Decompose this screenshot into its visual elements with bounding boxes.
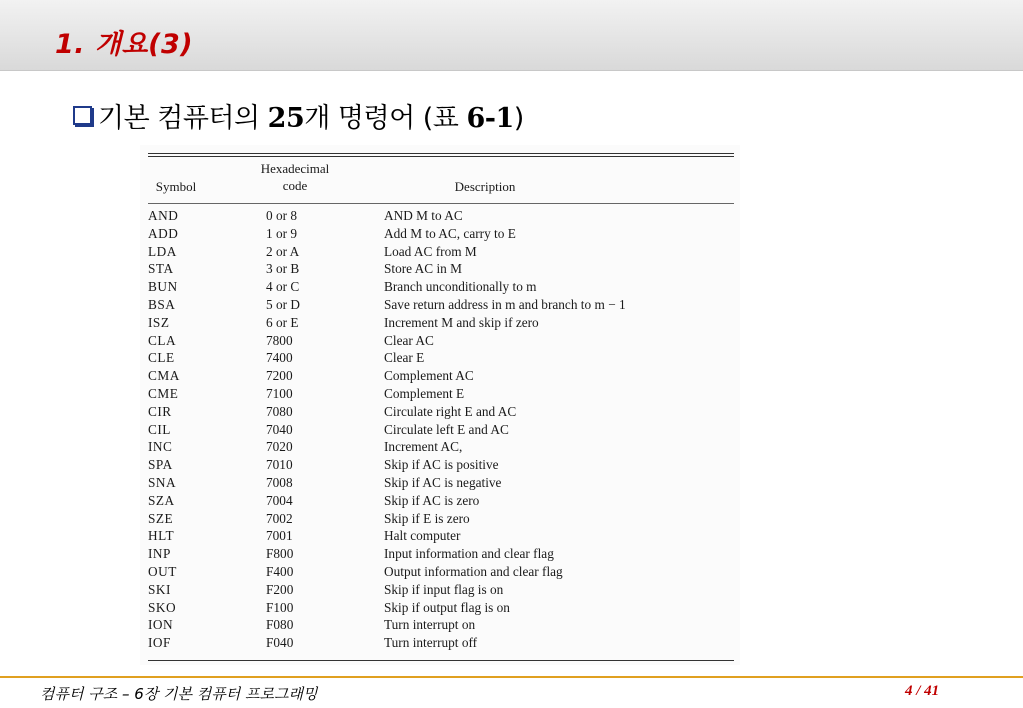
instruction-code: F800 <box>266 546 294 562</box>
instruction-code: 7040 <box>266 421 293 437</box>
header-hex-line1: Hexadecimal <box>260 161 330 176</box>
table-row <box>148 296 734 314</box>
instruction-description: Add M to AC, carry to E <box>384 225 516 241</box>
instruction-description: Input information and clear flag <box>384 546 554 562</box>
instruction-symbol: CME <box>148 385 179 401</box>
instruction-description: Circulate right E and AC <box>384 403 517 419</box>
table-row <box>148 438 734 456</box>
instruction-symbol: CMA <box>148 368 180 384</box>
instruction-symbol: INP <box>148 546 171 562</box>
table-row <box>148 225 734 243</box>
instruction-description: Branch unconditionally to m <box>384 279 537 295</box>
instruction-description: Clear AC <box>384 332 434 348</box>
instruction-code: 7001 <box>266 528 293 544</box>
bullet-line <box>73 96 524 135</box>
instruction-code: 5 or D <box>266 296 300 312</box>
instruction-symbol: OUT <box>148 563 177 579</box>
instruction-symbol: SKO <box>148 599 177 615</box>
table-row <box>148 349 734 367</box>
instruction-code: 3 or B <box>266 261 300 277</box>
instruction-description: Turn interrupt off <box>384 635 478 651</box>
instruction-symbol: SNA <box>148 474 177 490</box>
instruction-code: 7200 <box>266 368 293 384</box>
table-row <box>148 243 734 261</box>
instruction-code: F040 <box>266 635 294 651</box>
bullet-heading: 기본 컴퓨터의 25개 명령어 (표 6-1) <box>98 103 524 134</box>
top-rule-2 <box>148 156 734 157</box>
page-number: 4 / 41 <box>905 683 940 699</box>
instruction-symbol: SZE <box>148 510 174 526</box>
table-row <box>148 634 734 652</box>
table-row <box>148 332 734 350</box>
instruction-description: Load AC from M <box>384 243 477 259</box>
instruction-symbol: HLT <box>148 528 175 544</box>
instruction-symbol: BSA <box>148 296 176 312</box>
instruction-code: 7002 <box>266 510 293 526</box>
table-row <box>148 456 734 474</box>
instruction-symbol: CLE <box>148 350 175 366</box>
table-row <box>148 385 734 403</box>
table-row <box>148 527 734 545</box>
bottom-rule <box>148 660 734 661</box>
instruction-description: Increment M and skip if zero <box>384 314 539 330</box>
footer-course-title: 컴퓨터 구조 – 6장 기본 컴퓨터 프로그래밍 <box>40 685 318 703</box>
instruction-description: Skip if E is zero <box>384 510 470 526</box>
instruction-description: Increment AC, <box>384 439 463 455</box>
table-row <box>148 545 734 563</box>
instruction-code: F400 <box>266 563 294 579</box>
instruction-code: F080 <box>266 617 294 633</box>
table-row <box>148 260 734 278</box>
table-row <box>148 599 734 617</box>
instruction-code: 7080 <box>266 403 293 419</box>
instruction-description: Skip if input flag is on <box>384 581 504 597</box>
instruction-code: 7800 <box>266 332 293 348</box>
instruction-table-figure <box>140 145 740 665</box>
instruction-description: Circulate left E and AC <box>384 421 509 437</box>
instruction-description: Clear E <box>384 350 425 366</box>
instruction-symbol: CIL <box>148 421 171 437</box>
instruction-code: 7010 <box>266 457 293 473</box>
instruction-code: 2 or A <box>266 243 300 259</box>
instruction-code: 7100 <box>266 385 293 401</box>
instruction-symbol: STA <box>148 261 174 277</box>
instruction-code: 7004 <box>266 492 293 508</box>
table-row <box>148 581 734 599</box>
instruction-description: Output information and clear flag <box>384 563 563 579</box>
slide-title: 1. 개요(3) <box>55 29 194 60</box>
instruction-symbol: SKI <box>148 581 171 597</box>
table-row <box>148 314 734 332</box>
table-row <box>148 207 734 225</box>
instruction-code: F100 <box>266 599 294 615</box>
instruction-description: Skip if AC is negative <box>384 474 502 490</box>
instruction-code: 7020 <box>266 439 293 455</box>
instruction-symbol: IOF <box>148 635 171 651</box>
table-row <box>148 278 734 296</box>
instruction-symbol: INC <box>148 439 173 455</box>
instruction-description: AND M to AC <box>384 208 463 223</box>
instruction-symbol: ISZ <box>148 314 170 330</box>
instruction-code: 0 or 8 <box>266 208 298 223</box>
instruction-symbol: ION <box>148 617 174 633</box>
instruction-symbol: CIR <box>148 403 172 419</box>
footer-divider <box>0 676 1023 678</box>
table-row <box>148 563 734 581</box>
instruction-description: Store AC in M <box>384 261 462 277</box>
table-row <box>148 510 734 528</box>
table-row <box>148 421 734 439</box>
instruction-symbol: SPA <box>148 457 173 473</box>
instruction-code: 7400 <box>266 350 293 366</box>
instruction-description: Skip if AC is zero <box>384 492 480 508</box>
instruction-code: 6 or E <box>266 314 299 330</box>
instruction-symbol: SZA <box>148 492 175 508</box>
instruction-symbol: CLA <box>148 332 177 348</box>
instruction-description: Skip if AC is positive <box>384 457 499 473</box>
instruction-symbol: LDA <box>148 243 177 259</box>
instruction-description: Complement E <box>384 385 465 401</box>
instruction-code: 1 or 9 <box>266 225 298 241</box>
checkbox-bullet-icon <box>73 106 92 125</box>
instruction-symbol: ADD <box>148 225 179 241</box>
instruction-code: 7008 <box>266 474 293 490</box>
instruction-code: F200 <box>266 581 294 597</box>
header-description: Description <box>454 179 516 194</box>
table-row <box>148 403 734 421</box>
header-symbol: Symbol <box>155 179 197 194</box>
instruction-description: Turn interrupt on <box>384 617 476 633</box>
instruction-description: Save return address in m and branch to m − 1 <box>384 296 626 312</box>
header-hex-line2: code <box>282 178 308 193</box>
top-rule <box>148 153 734 154</box>
instruction-description: Complement AC <box>384 368 474 384</box>
table-row <box>148 367 734 385</box>
instruction-symbol: AND <box>148 208 179 223</box>
instruction-description: Halt computer <box>384 528 461 544</box>
table-row <box>148 474 734 492</box>
table-row <box>148 616 734 634</box>
instruction-symbol: BUN <box>148 279 178 295</box>
instruction-table <box>148 207 734 652</box>
instruction-description: Skip if output flag is on <box>384 599 510 615</box>
instruction-code: 4 or C <box>266 279 300 295</box>
table-row <box>148 492 734 510</box>
header-rule <box>148 203 734 204</box>
slide-header <box>0 0 1023 71</box>
